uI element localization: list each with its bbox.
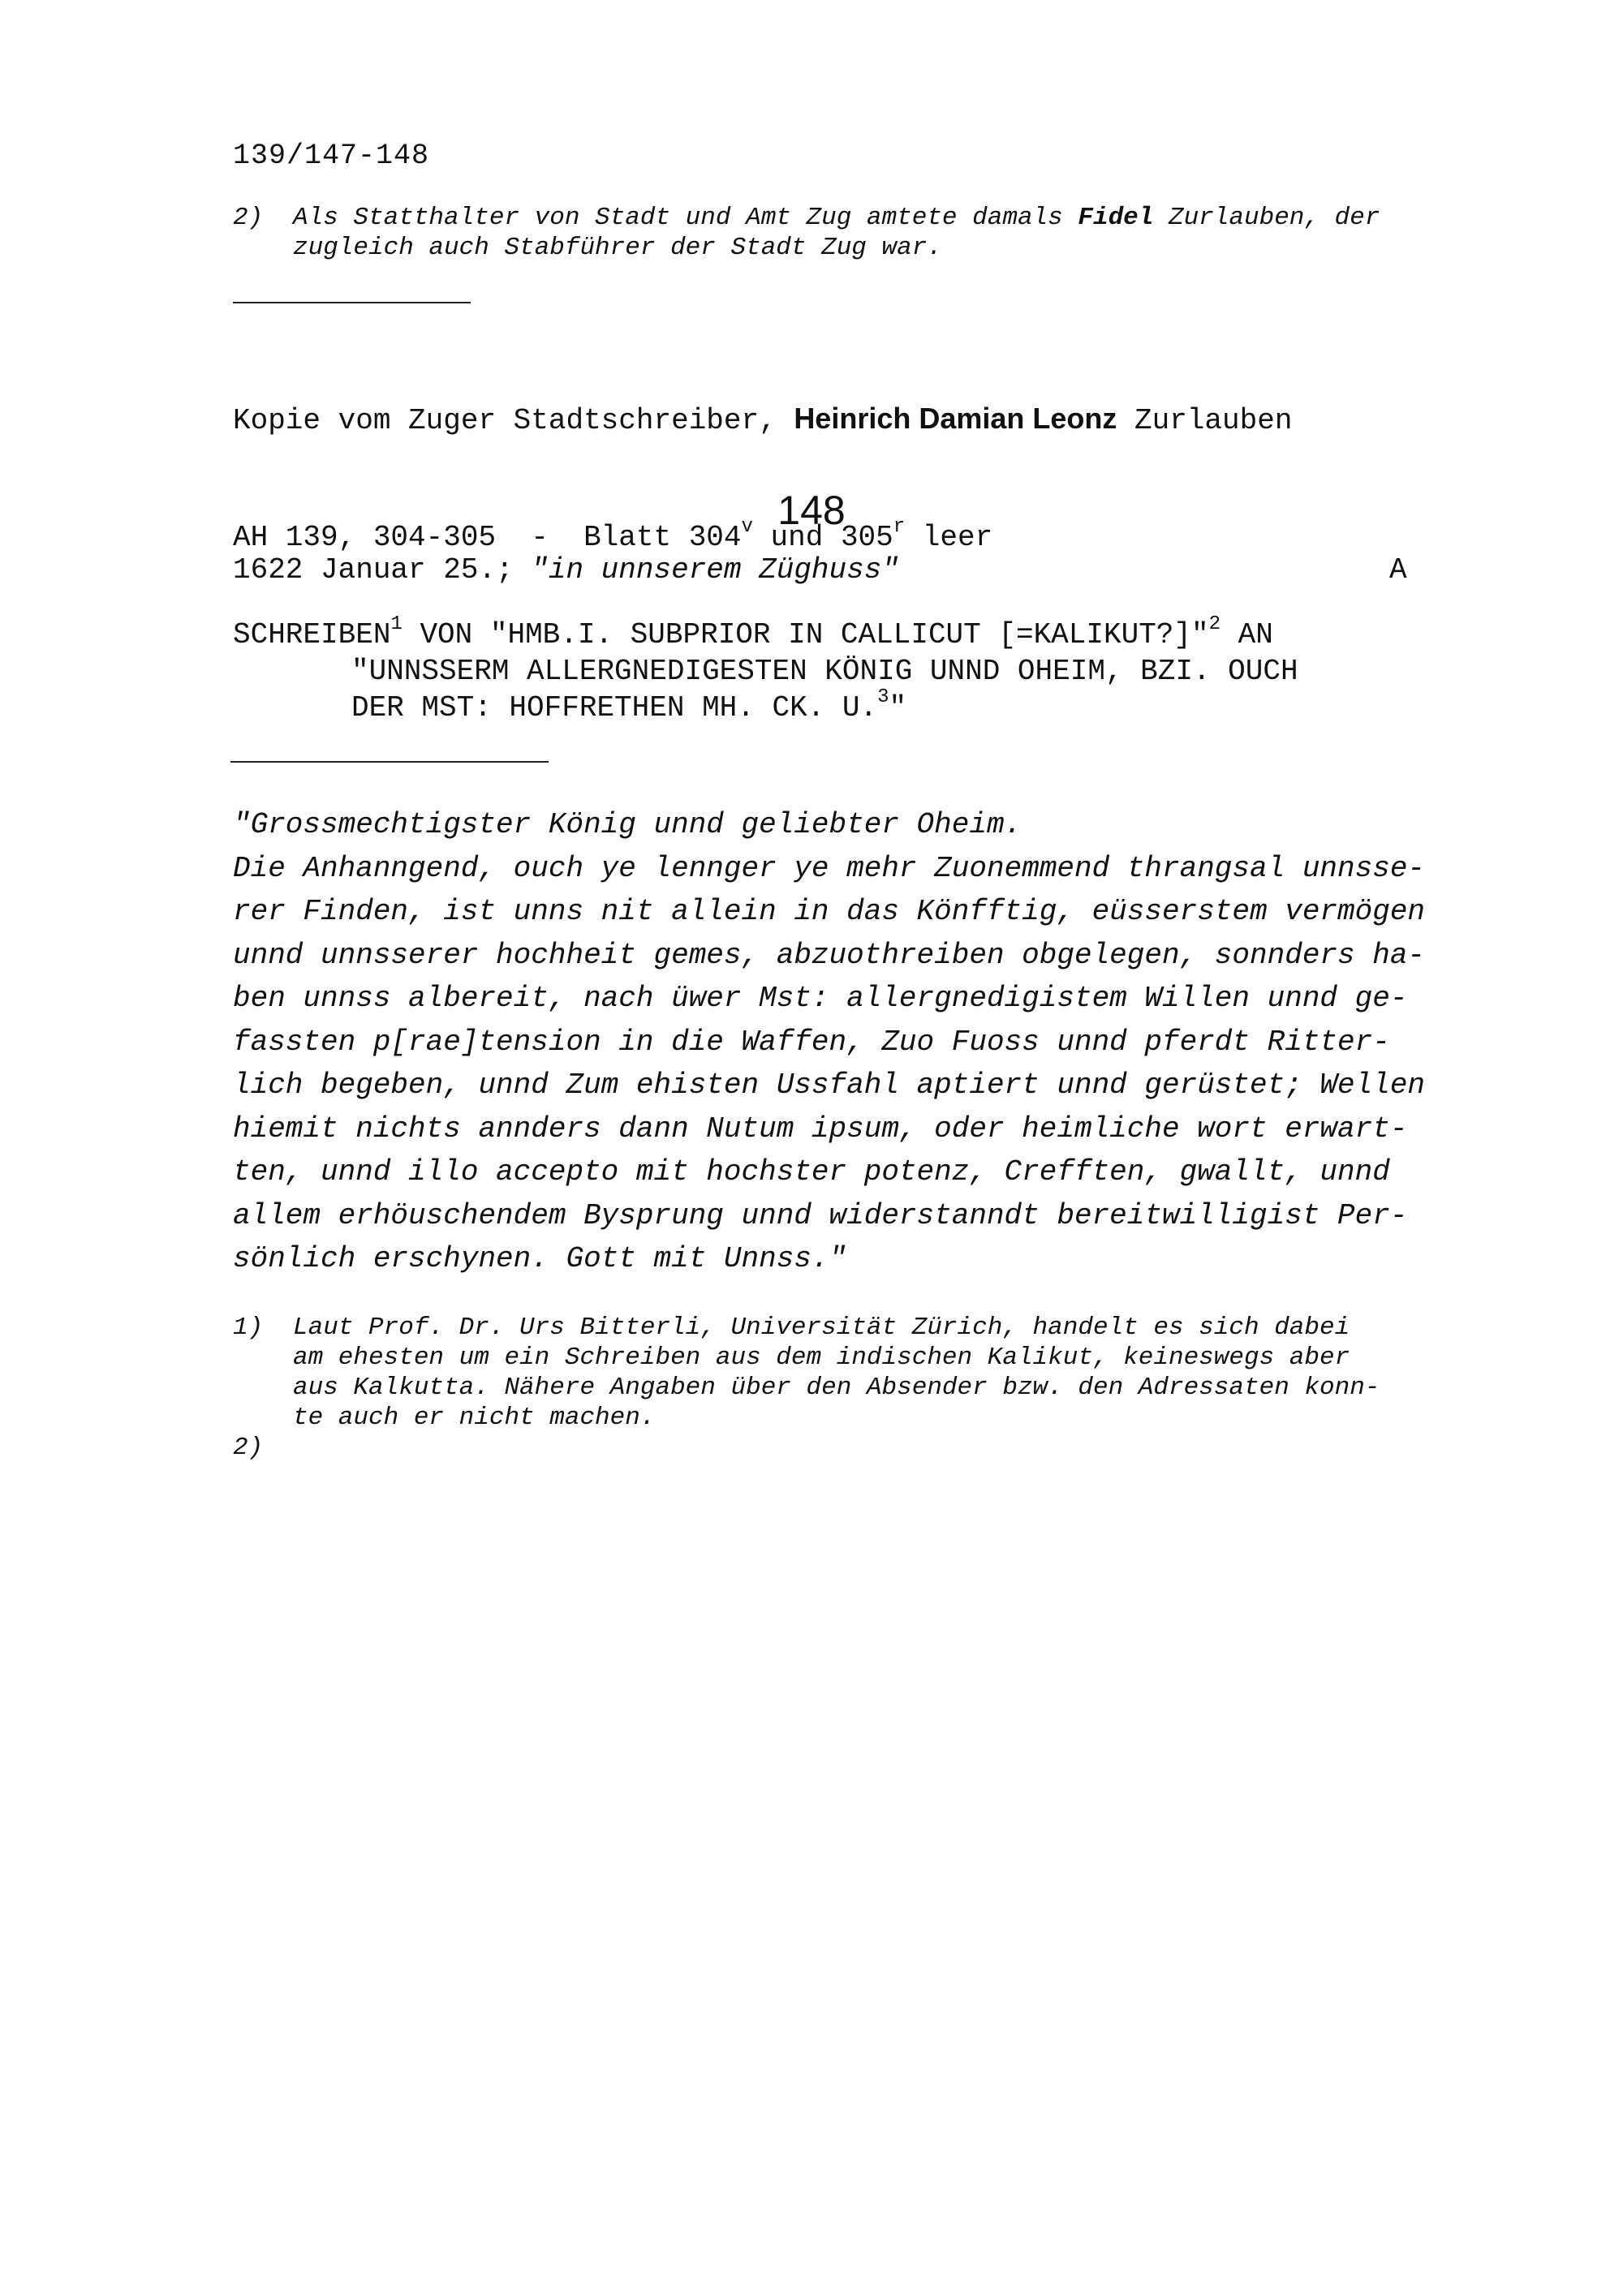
body-line: rer Finden, ist unns nit allein in das Könfftig, eüsserstem vermögen (233, 895, 1426, 928)
previous-footnote (233, 203, 1499, 263)
place: "in unnserem Züghuss" (531, 553, 899, 587)
footnote-2 (233, 1433, 1499, 1463)
body-line: unnd unnsserer hochheit gemes, abzuothreiben obgelegen, sonnders ha- (233, 938, 1426, 972)
footnote-line: Als Statthalter von Stadt und Amt Zug amtete damals Fidel Zurlauben, der (293, 204, 1380, 232)
title-line-3: DER MST: HOFFRETHEN MH. CK. U.$^3$" (351, 686, 907, 724)
letter-body (233, 803, 1499, 1281)
body-line: Die Anhanngend, ouch ye lennger ye mehr Zuonemmend thrangsal unnsse- (233, 851, 1426, 885)
page-reference: 139/147-148 (233, 140, 430, 172)
footnote-ref-3: 3 (877, 686, 889, 708)
footnote-1 (233, 1313, 1499, 1433)
body-line: allem erhöuschendem Bysprung unnd widerstanndt bereitwilligist Per- (233, 1198, 1408, 1232)
title-divider (230, 761, 549, 763)
footnote-line: aus Kalkutta. Nähere Angaben über den Absender bzw. den Adressaten konn- (293, 1374, 1380, 1402)
footnote-divider (233, 302, 471, 303)
title-line-2: "UNNSSERM ALLERGNEDIGESTEN KÖNIG UNND OHEIM, BZI. OUCH (351, 655, 1298, 688)
body-line: sönlich erschynen. Gott mit Unnss." (233, 1242, 847, 1275)
body-line: fassten p[rae]tension in die Waffen, Zuo Fuoss unnd pferdt Ritter- (233, 1025, 1390, 1059)
footnote-number: 2) (233, 204, 264, 232)
source-line-2: AH 139, 304-305 - Blatt 304$^v$ und 305$^r$ leer (233, 516, 993, 554)
footnote-line: Laut Prof. Dr. Urs Bitterli, Universität Zürich, handelt es sich dabei (293, 1314, 1350, 1342)
body-line: hiemit nichts annders dann Nutum ipsum, oder heimliche wort erwart- (233, 1111, 1408, 1146)
source-line-1: Kopie vom Zuger Stadtschreiber, Heinrich Damian Leonz Zurlauben (233, 402, 1293, 437)
date-line (233, 553, 899, 587)
title-line-1: SCHREIBEN$^1$ VON "HMB.I. SUBPRIOR IN CALLICUT [=KALIKUT?]"$^2$ AN (233, 613, 1273, 651)
footnote-number: 2) (233, 1434, 264, 1462)
footnote-line: zugleich auch Stabführer der Stadt Zug war. (293, 234, 942, 262)
version-letter: A (1389, 553, 1407, 587)
document-title (233, 613, 1426, 726)
footnote-number: 1) (233, 1314, 264, 1342)
copyist-name: Heinrich Damian Leonz (794, 402, 1117, 435)
date: 1622 Januar 25.; (233, 553, 532, 587)
body-line: "Grossmechtigster König unnd geliebter Oheim. (233, 808, 1022, 841)
body-line: ten, unnd illo accepto mit hochster potenz, Crefften, gwallt, unnd (233, 1155, 1390, 1189)
footnote-line: te auch er nicht machen. (293, 1404, 656, 1432)
body-line: ben unnss albereit, nach üwer Mst: allergnedigistem Willen unnd ge- (233, 982, 1408, 1015)
footnote-ref-2: 2 (1208, 613, 1221, 635)
footnotes (233, 1313, 1499, 1463)
body-line: lich begeben, unnd Zum ehisten Ussfahl aptiert unnd gerüstet; Wellen (233, 1068, 1426, 1102)
emphasized-name: Fidel (1078, 204, 1154, 232)
footnote-ref-1: 1 (390, 613, 403, 635)
footnote-line: am ehesten um ein Schreiben aus dem indischen Kalikut, keineswegs aber (293, 1344, 1350, 1372)
document-number: 148 (777, 488, 846, 533)
